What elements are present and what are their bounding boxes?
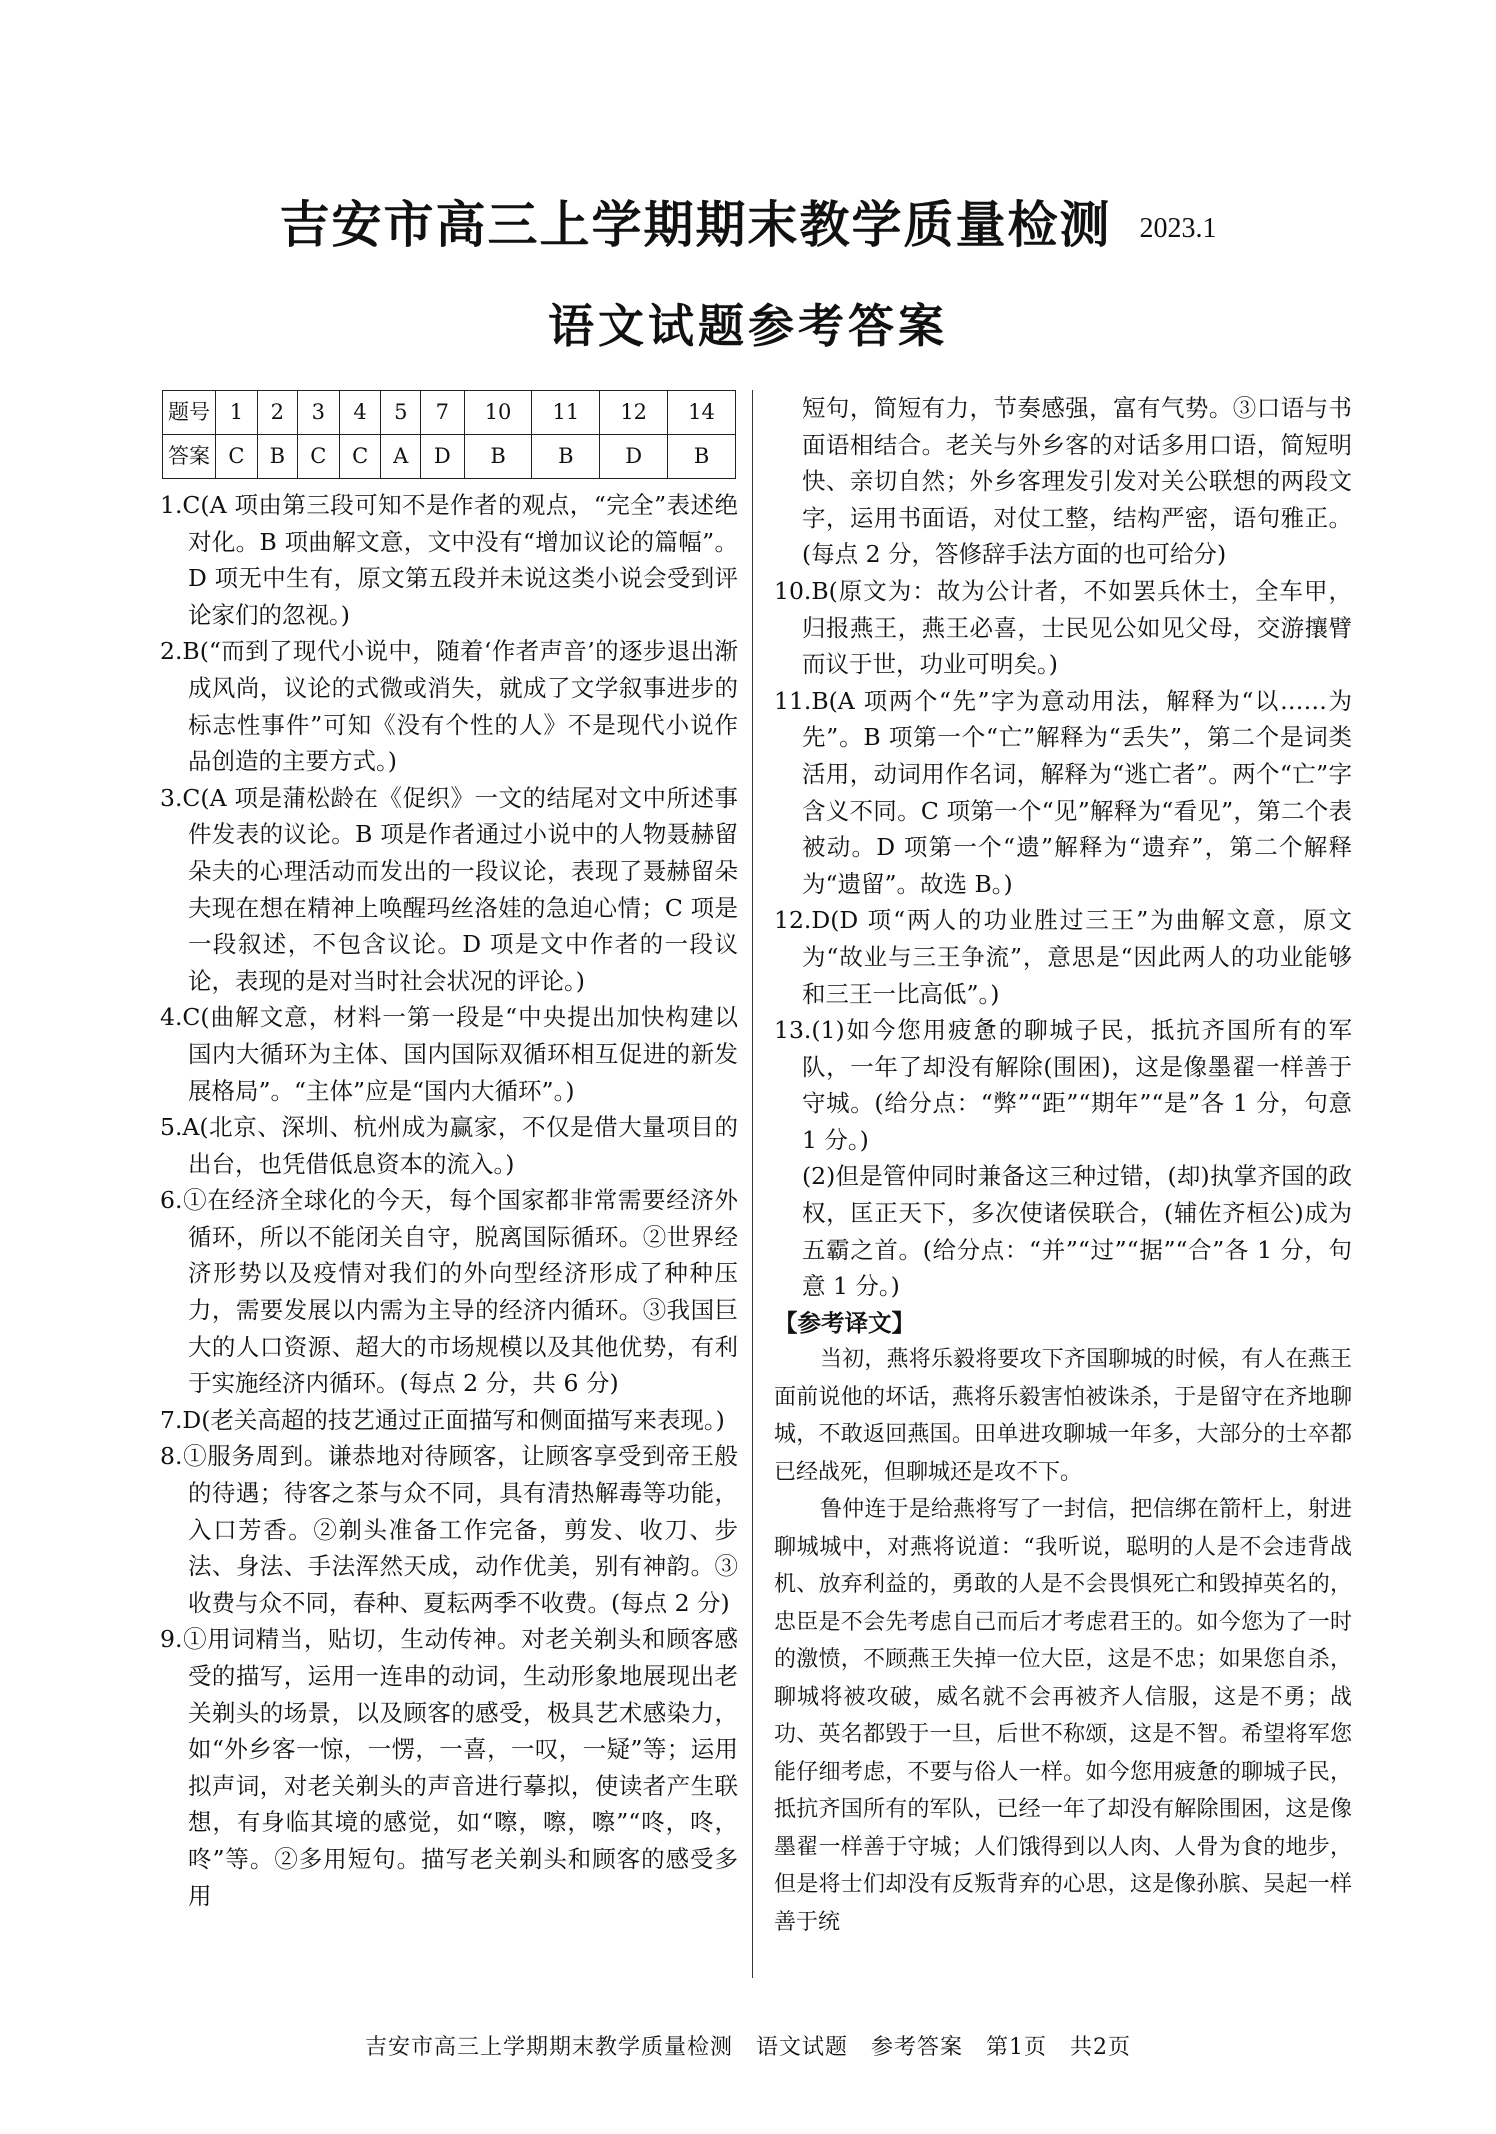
answer-table-answers-row <box>163 435 736 479</box>
question-number-cell: 12 <box>600 391 668 435</box>
question-number-cell: 7 <box>421 391 465 435</box>
translation-paragraph: 鲁仲连于是给燕将写了一封信，把信绑在箭杆上，射进聊城城中，对燕将说道：“我听说，聪明的人是不会违背战机、放弃利益的，勇敢的人是不会畏惧死亡和毁掉英名的，忠臣是不会先考虑自己而后才考虑君王的。如今您为了一时的激愤，不顾燕王失掉一位大臣，这是不忠；如果您自杀，聊城将被攻破，威名就不会再被齐人信服，这是不勇；战功、英名都毁于一旦，后世不称颂，这是不智。希望将军您能仔细考虑，不要与俗人一样。如今您用疲惫的聊城子民，抵抗齐国所有的军队，已经一年了却没有解除围困，这是像墨翟一样善于守城；人们饿得到以人肉、人骨为食的地步，但是将士们却没有反叛背弃的心思，这是像孙膑、吴起一样善于统 <box>774 1497 1352 1935</box>
answer-item: 11.B(A 项两个“先”字为意动用法，解释为“以……为先”。B 项第一个“亡”解释为“丢失”，第二个是词类活用，动词用作名词，解释为“逃亡者”。两个“亡”字含义不同。C 项第一个“见”解释为“看见”，第二个表被动。D 项第一个“遗”解释为“遗弃”，第二个解释为“遗留”。故选 B。) <box>774 686 1352 898</box>
answer-item: 9.①用词精当，贴切，生动传神。对老关剃头和顾客感受的描写，运用一连串的动词，生动形象地展现出老关剃头的场景，以及顾客的感受，极具艺术感染力，如“外乡客一惊，一愣，一喜，一叹，一疑”等；运用拟声词，对老关剃头的声音进行摹拟，使读者产生联想，有身临其境的感觉，如“嚓，嚓，嚓”“咚，咚，咚”等。②多用短句。描写老关剃头和顾客的感受多用 <box>160 1625 738 1910</box>
answer-item: (2)但是管仲同时兼备这三种过错，(却)执掌齐国的政权，匡正天下，多次使诸侯联合，(辅佐齐桓公)成为五霸之首。(给分点：“并”“过”“据”“合”各 1 分，句意 1 分。) <box>802 1162 1352 1301</box>
translation-paragraph: 当初，燕将乐毅将要攻下齐国聊城的时候，有人在燕王面前说他的坏话，燕将乐毅害怕被诛杀，于是留守在齐地聊城，不敢返回燕国。田单进攻聊城一年多，大部分的士卒都已经战死，但聊城还是攻不下。 <box>774 1347 1352 1485</box>
answer-item: 4.C(曲解文意，材料一第一段是“中央提出加快构建以国内大循环为主体、国内国际双循环相互促进的新发展格局”。“主体”应是“国内大循环”。) <box>160 1003 738 1105</box>
row-label-answer: 答案 <box>163 435 216 479</box>
exam-date: 2023.1 <box>1139 212 1217 244</box>
title-text: 吉安市高三上学期期末教学质量检测 <box>279 196 1112 254</box>
answer-table <box>162 390 736 479</box>
question-number-cell: 4 <box>339 391 381 435</box>
left-answer-list <box>160 487 738 1914</box>
answer-cell: D <box>600 435 668 479</box>
section-heading: 【参考译文】 <box>774 1308 915 1337</box>
answer-item: 短句，简短有力，节奏感强，富有气势。③口语与书面语相结合。老关与外乡客的对话多用口语，简短明快、亲切自然；外乡客理发引发对关公联想的两段文字，运用书面语，对仗工整，结构严密，语句雅正。(每点 2 分，答修辞手法方面的也可给分) <box>802 394 1352 569</box>
answer-item: 5.A(北京、深圳、杭州成为赢家，不仅是借大量项目的出台，也凭借低息资本的流入。) <box>160 1113 738 1178</box>
question-number-cell: 2 <box>257 391 297 435</box>
answer-cell: B <box>668 435 736 479</box>
answer-item: 3.C(A 项是蒲松龄在《促织》一文的结尾对文中所述事件发表的议论。B 项是作者通过小说中的人物聂赫留朵夫的心理活动而发出的一段议论，表现了聂赫留朵夫现在想在精神上唤醒玛丝洛娃的急迫心情；C 项是一段叙述，不包含议论。D 项是文中作者的一段议论，表现的是对当时社会状况的评论。) <box>160 783 738 995</box>
left-column <box>160 390 738 1914</box>
page-title <box>0 185 1496 257</box>
answer-item: 7.D(老关高超的技艺通过正面描写和侧面描写来表现。) <box>160 1405 725 1434</box>
answer-cell: B <box>532 435 600 479</box>
answer-cell: B <box>257 435 297 479</box>
question-number-cell: 10 <box>464 391 532 435</box>
question-number-cell: 11 <box>532 391 600 435</box>
answer-item: 1.C(A 项由第三段可知不是作者的观点，“完全”表述绝对化。B 项曲解文意，文中没有“增加议论的篇幅”。D 项无中生有，原文第五段并未说这类小说会受到评论家们的忽视。) <box>160 491 738 629</box>
answer-cell: C <box>339 435 381 479</box>
answer-item: 13.(1)如今您用疲惫的聊城子民，抵抗齐国所有的军队，一年了却没有解除(围困)，这是像墨翟一样善于守城。(给分点：“弊”“距”“期年”“是”各 1 分，句意 1 分。) <box>774 1016 1352 1154</box>
right-answer-list <box>774 390 1352 1941</box>
page-subtitle: 语文试题参考答案 <box>548 299 948 353</box>
answer-item: 12.D(D 项“两人的功业胜过三王”为曲解文意，原文为“故业与三王争流”，意思是“因此两人的功业能够和三王一比高低”。) <box>774 906 1352 1008</box>
column-divider <box>752 390 753 1978</box>
question-number-cell: 14 <box>668 391 736 435</box>
answer-item: 8.①服务周到。谦恭地对待顾客，让顾客享受到帝王般的待遇；待客之茶与众不同，具有清热解毒等功能，入口芳香。②剃头准备工作完备，剪发、收刀、步法、身法、手法浑然天成，动作优美，别有神韵。③收费与众不同，春种、夏耘两季不收费。(每点 2 分) <box>160 1442 738 1617</box>
answer-item: 6.①在经济全球化的今天，每个国家都非常需要经济外循环，所以不能闭关自守，脱离国际循环。②世界经济形势以及疫情对我们的外向型经济形成了种种压力，需要发展以内需为主导的经济内循环。③我国巨大的人口资源、超大的市场规模以及其他优势，有利于实施经济内循环。(每点 2 分，共 6 分) <box>160 1186 738 1398</box>
row-label-number: 题号 <box>163 391 216 435</box>
answer-cell: D <box>421 435 465 479</box>
answer-cell: B <box>464 435 532 479</box>
answer-cell: C <box>216 435 258 479</box>
question-number-cell: 3 <box>297 391 339 435</box>
right-column <box>774 390 1352 1941</box>
answer-item: 10.B(原文为：故为公计者，不如罢兵休士，全车甲，归报燕王，燕王必喜，士民见公如见父母，交游攘臂而议于世，功业可明矣。) <box>774 576 1352 679</box>
question-number-cell: 1 <box>216 391 258 435</box>
page-footer: 吉安市高三上学期期末教学质量检测 语文试题 参考答案 第1页 共2页 <box>365 2035 1131 2060</box>
answer-item: 2.B(“而到了现代小说中，随着‘作者声音’的逐步退出渐成风尚，议论的式微或消失，就成了文学叙事进步的标志性事件”可知《没有个性的人》不是现代小说作品创造的主要方式。) <box>160 637 738 776</box>
question-number-cell: 5 <box>381 391 421 435</box>
answer-cell: A <box>381 435 421 479</box>
answer-cell: C <box>297 435 339 479</box>
answer-table-numbers-row <box>163 391 736 435</box>
